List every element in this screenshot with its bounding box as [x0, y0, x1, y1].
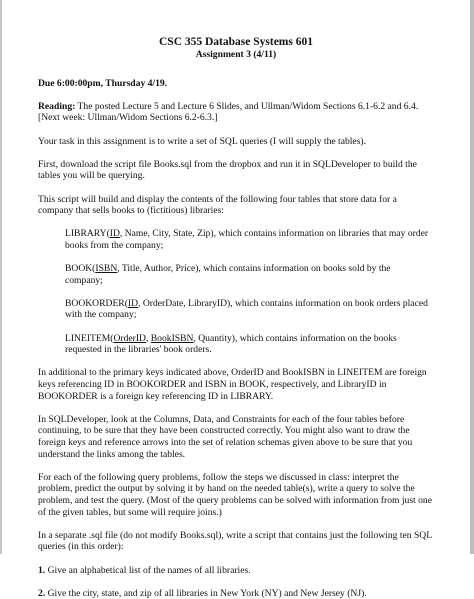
page-left-edge — [0, 0, 2, 554]
lineitem-schema-desc: , Quantity), which contains information on the books requested in the libraries' book orders. — [65, 332, 397, 356]
bookorder-schema — [65, 298, 430, 321]
library-schema-desc: , Name, City, State, Zip), which contains information on libraries that may order books from the company; — [65, 228, 429, 251]
sqldeveloper-paragraph: In SQLDeveloper, look at the Columns, Data, and Constraints for each of the four tables before continuing, to be sure that they have been constructed correctly. You might also want to draw the foreign keys and reference arrows into the set of relation schemas given above to be sure that you understand the links among the tables. — [38, 413, 413, 460]
library-schema-name: LIBRARY( — [65, 228, 110, 240]
reading-label: Reading: — [38, 100, 76, 112]
question-1 — [38, 565, 434, 577]
bookorder-schema-name: BOOKORDER( — [65, 297, 128, 309]
foreign-keys-paragraph: In additional to the primary keys indicated above, OrderID and BookISBN in LINEITEM are foreign keys referencing ID in BOOKORDER and ISBN in BOOK, respectively, and LibraryID in BOOKORDER is a foreign key referencing ID in LIBRARY. — [38, 367, 427, 402]
book-schema — [65, 263, 430, 286]
library-schema — [65, 228, 430, 251]
script-paragraph: This script will build and display the contents of the following four tables that store data for a company that sells books to (fictitious) libraries: — [38, 193, 397, 217]
lineitem-key-order: OrderID — [113, 332, 146, 344]
library-key: ID — [109, 228, 120, 240]
document-page — [38, 36, 434, 599]
book-schema-desc: , Title, Author, Price), which contains information on books sold by the company; — [65, 263, 391, 286]
script-instructions-paragraph: In a separate .sql file (do not modify Books.sql), write a script that contains just the following ten SQL queries (in this order): — [38, 529, 432, 553]
reading-paragraph — [38, 101, 434, 124]
document-title: CSC 355 Database Systems 601 — [159, 36, 313, 48]
book-key: ISBN — [95, 263, 118, 275]
question-2-number: 2. — [38, 587, 46, 599]
page-right-edge — [470, 0, 474, 554]
first-paragraph: First, download the script file Books.sql from the dropbox and run it in SQLDeveloper to build the tables you will be querying. — [38, 158, 417, 182]
question-1-text: Give an alphabetical list of the names of all libraries. — [45, 564, 251, 576]
due-date: Due 6:00:00pm, Thursday 4/19. — [38, 77, 168, 89]
question-2 — [38, 588, 434, 599]
bookorder-key: ID — [127, 297, 139, 309]
question-1-number: 1. — [38, 564, 46, 576]
lineitem-schema — [65, 333, 430, 356]
document-subtitle: Assignment 3 (4/11) — [195, 49, 277, 60]
query-steps-paragraph: For each of the following query problems, follow the steps we discussed in class: interpret the problem, predict the output by solving it by hand on the needed table(s), write a query to solve the problem, and test the query. (Most of the query problems can be solved with information from just one of the given tables, but some will require joins.) — [38, 471, 432, 518]
book-schema-name: BOOK( — [65, 263, 96, 275]
lineitem-key-book: BookISBN — [150, 332, 194, 344]
reading-text: The posted Lecture 5 and Lecture 6 Slides, and Ullman/Widom Sections 6.1-6.2 and 6.4. [Next week: Ullman/Widom Sections 6.2-6.3.] — [38, 100, 419, 124]
lineitem-key-separator: , — [145, 332, 151, 344]
task-paragraph: Your task in this assignment is to write a set of SQL queries (I will supply the tables). — [38, 135, 367, 147]
bookorder-schema-desc: , OrderDate, LibraryID), which contains information on book orders placed with the company; — [65, 297, 428, 321]
lineitem-schema-name: LINEITEM( — [65, 332, 114, 344]
question-2-text: Give the city, state, and zip of all libraries in New York (NY) and New Jersey (NJ). — [45, 587, 367, 599]
